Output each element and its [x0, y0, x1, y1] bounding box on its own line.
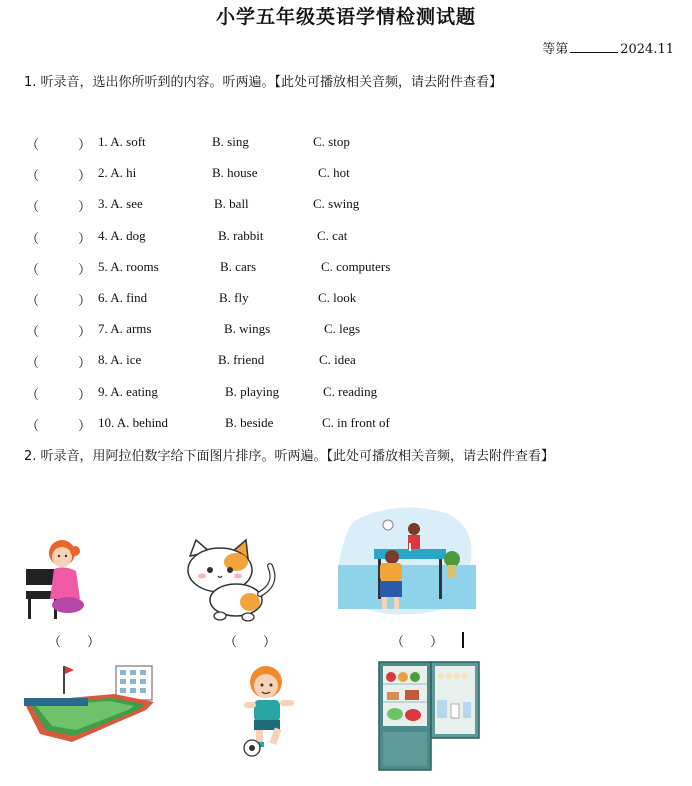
- girl-playing-piano-icon: [24, 535, 94, 621]
- table-tennis-players-icon: [336, 505, 478, 617]
- open-fridge-icon: [377, 660, 483, 772]
- option-b: B. cars: [220, 259, 257, 274]
- option-a: 10. A. behind: [98, 415, 169, 430]
- option-b: B. sing: [212, 134, 249, 149]
- answer-paren-2[interactable]: [224, 631, 276, 650]
- answer-paren-open[interactable]: （: [26, 262, 40, 277]
- answer-paren-close: ）: [78, 262, 92, 277]
- paren-open: （: [224, 634, 238, 649]
- option-a: 5. A. rooms: [98, 259, 159, 274]
- answer-paren-open[interactable]: （: [26, 293, 40, 308]
- option-a: 9. A. eating: [98, 384, 158, 399]
- cat-icon: [182, 538, 284, 622]
- answer-paren-open[interactable]: （: [26, 137, 40, 152]
- option-a: 2. A. hi: [98, 165, 137, 180]
- option-c: C. cat: [317, 228, 348, 243]
- answer-paren-open[interactable]: （: [26, 199, 40, 214]
- option-c: C. look: [318, 290, 357, 305]
- question-row: [0, 321, 692, 341]
- option-a: 8. A. ice: [98, 352, 142, 367]
- option-a: 1. A. soft: [98, 134, 146, 149]
- grade-blank[interactable]: [570, 40, 618, 53]
- option-c: C. computers: [321, 259, 391, 274]
- answer-paren-close: ）: [78, 324, 92, 339]
- text-cursor: [462, 632, 464, 648]
- answer-paren-open[interactable]: （: [26, 168, 40, 183]
- option-c: C. swing: [313, 196, 360, 211]
- option-b: B. friend: [218, 352, 265, 367]
- question-row: [0, 165, 692, 185]
- section-1-instruction: 1. 听录音，选出你所听到的内容。听两遍。【此处可播放相关音频，请去附件查看】: [24, 75, 503, 90]
- option-a: 6. A. find: [98, 290, 148, 305]
- option-c: C. hot: [318, 165, 350, 180]
- option-b: B. playing: [225, 384, 280, 399]
- option-b: B. beside: [225, 415, 274, 430]
- answer-paren-open[interactable]: （: [26, 231, 40, 246]
- option-c: C. legs: [324, 321, 361, 336]
- answer-paren-close: ）: [78, 137, 92, 152]
- answer-paren-close: ）: [78, 387, 92, 402]
- answer-paren-close: ）: [78, 355, 92, 370]
- page-title: 小学五年级英语学情检测试题: [215, 6, 476, 28]
- paren-close: ）: [87, 634, 101, 649]
- paren-open: （: [48, 634, 62, 649]
- option-b: B. fly: [219, 290, 249, 305]
- option-b: B. ball: [214, 196, 249, 211]
- question-row: [0, 352, 692, 372]
- question-row: [0, 228, 692, 248]
- question-row: [0, 259, 692, 279]
- paren-close: ）: [430, 634, 444, 649]
- answer-paren-close: ）: [78, 418, 92, 433]
- paren-open: （: [391, 634, 405, 649]
- answer-paren-close: ）: [78, 231, 92, 246]
- option-a: 4. A. dog: [98, 228, 146, 243]
- answer-paren-open[interactable]: （: [26, 324, 40, 339]
- paren-close: ）: [263, 634, 277, 649]
- answer-paren-close: ）: [78, 199, 92, 214]
- section-2-instruction: 2. 听录音，用阿拉伯数字给下面图片排序。听两遍。【此处可播放相关音频，请去附件查看】: [24, 449, 555, 464]
- option-c: C. reading: [323, 384, 378, 399]
- option-c: C. stop: [313, 134, 350, 149]
- sports-field-icon: [22, 664, 156, 744]
- option-b: B. wings: [224, 321, 271, 336]
- answer-paren-close: ）: [78, 168, 92, 183]
- date-text: 2024.11: [620, 42, 674, 57]
- option-b: B. house: [212, 165, 258, 180]
- option-b: B. rabbit: [218, 228, 264, 243]
- option-a: 3. A. see: [98, 196, 143, 211]
- answer-paren-open[interactable]: （: [26, 387, 40, 402]
- answer-paren-3[interactable]: [391, 631, 443, 650]
- option-c: C. idea: [319, 352, 356, 367]
- question-row: [0, 415, 692, 435]
- answer-paren-open[interactable]: （: [26, 418, 40, 433]
- grade-label: 等第: [542, 42, 569, 57]
- question-row: [0, 290, 692, 310]
- question-row: [0, 384, 692, 404]
- grade-date-line: [542, 38, 674, 57]
- option-a: 7. A. arms: [98, 321, 152, 336]
- question-row: [0, 196, 692, 216]
- option-c: C. in front of: [322, 415, 390, 430]
- answer-paren-open[interactable]: （: [26, 355, 40, 370]
- answer-paren-close: ）: [78, 293, 92, 308]
- boy-playing-football-icon: [240, 662, 302, 758]
- question-row: [0, 134, 692, 154]
- answer-paren-1[interactable]: [48, 631, 100, 650]
